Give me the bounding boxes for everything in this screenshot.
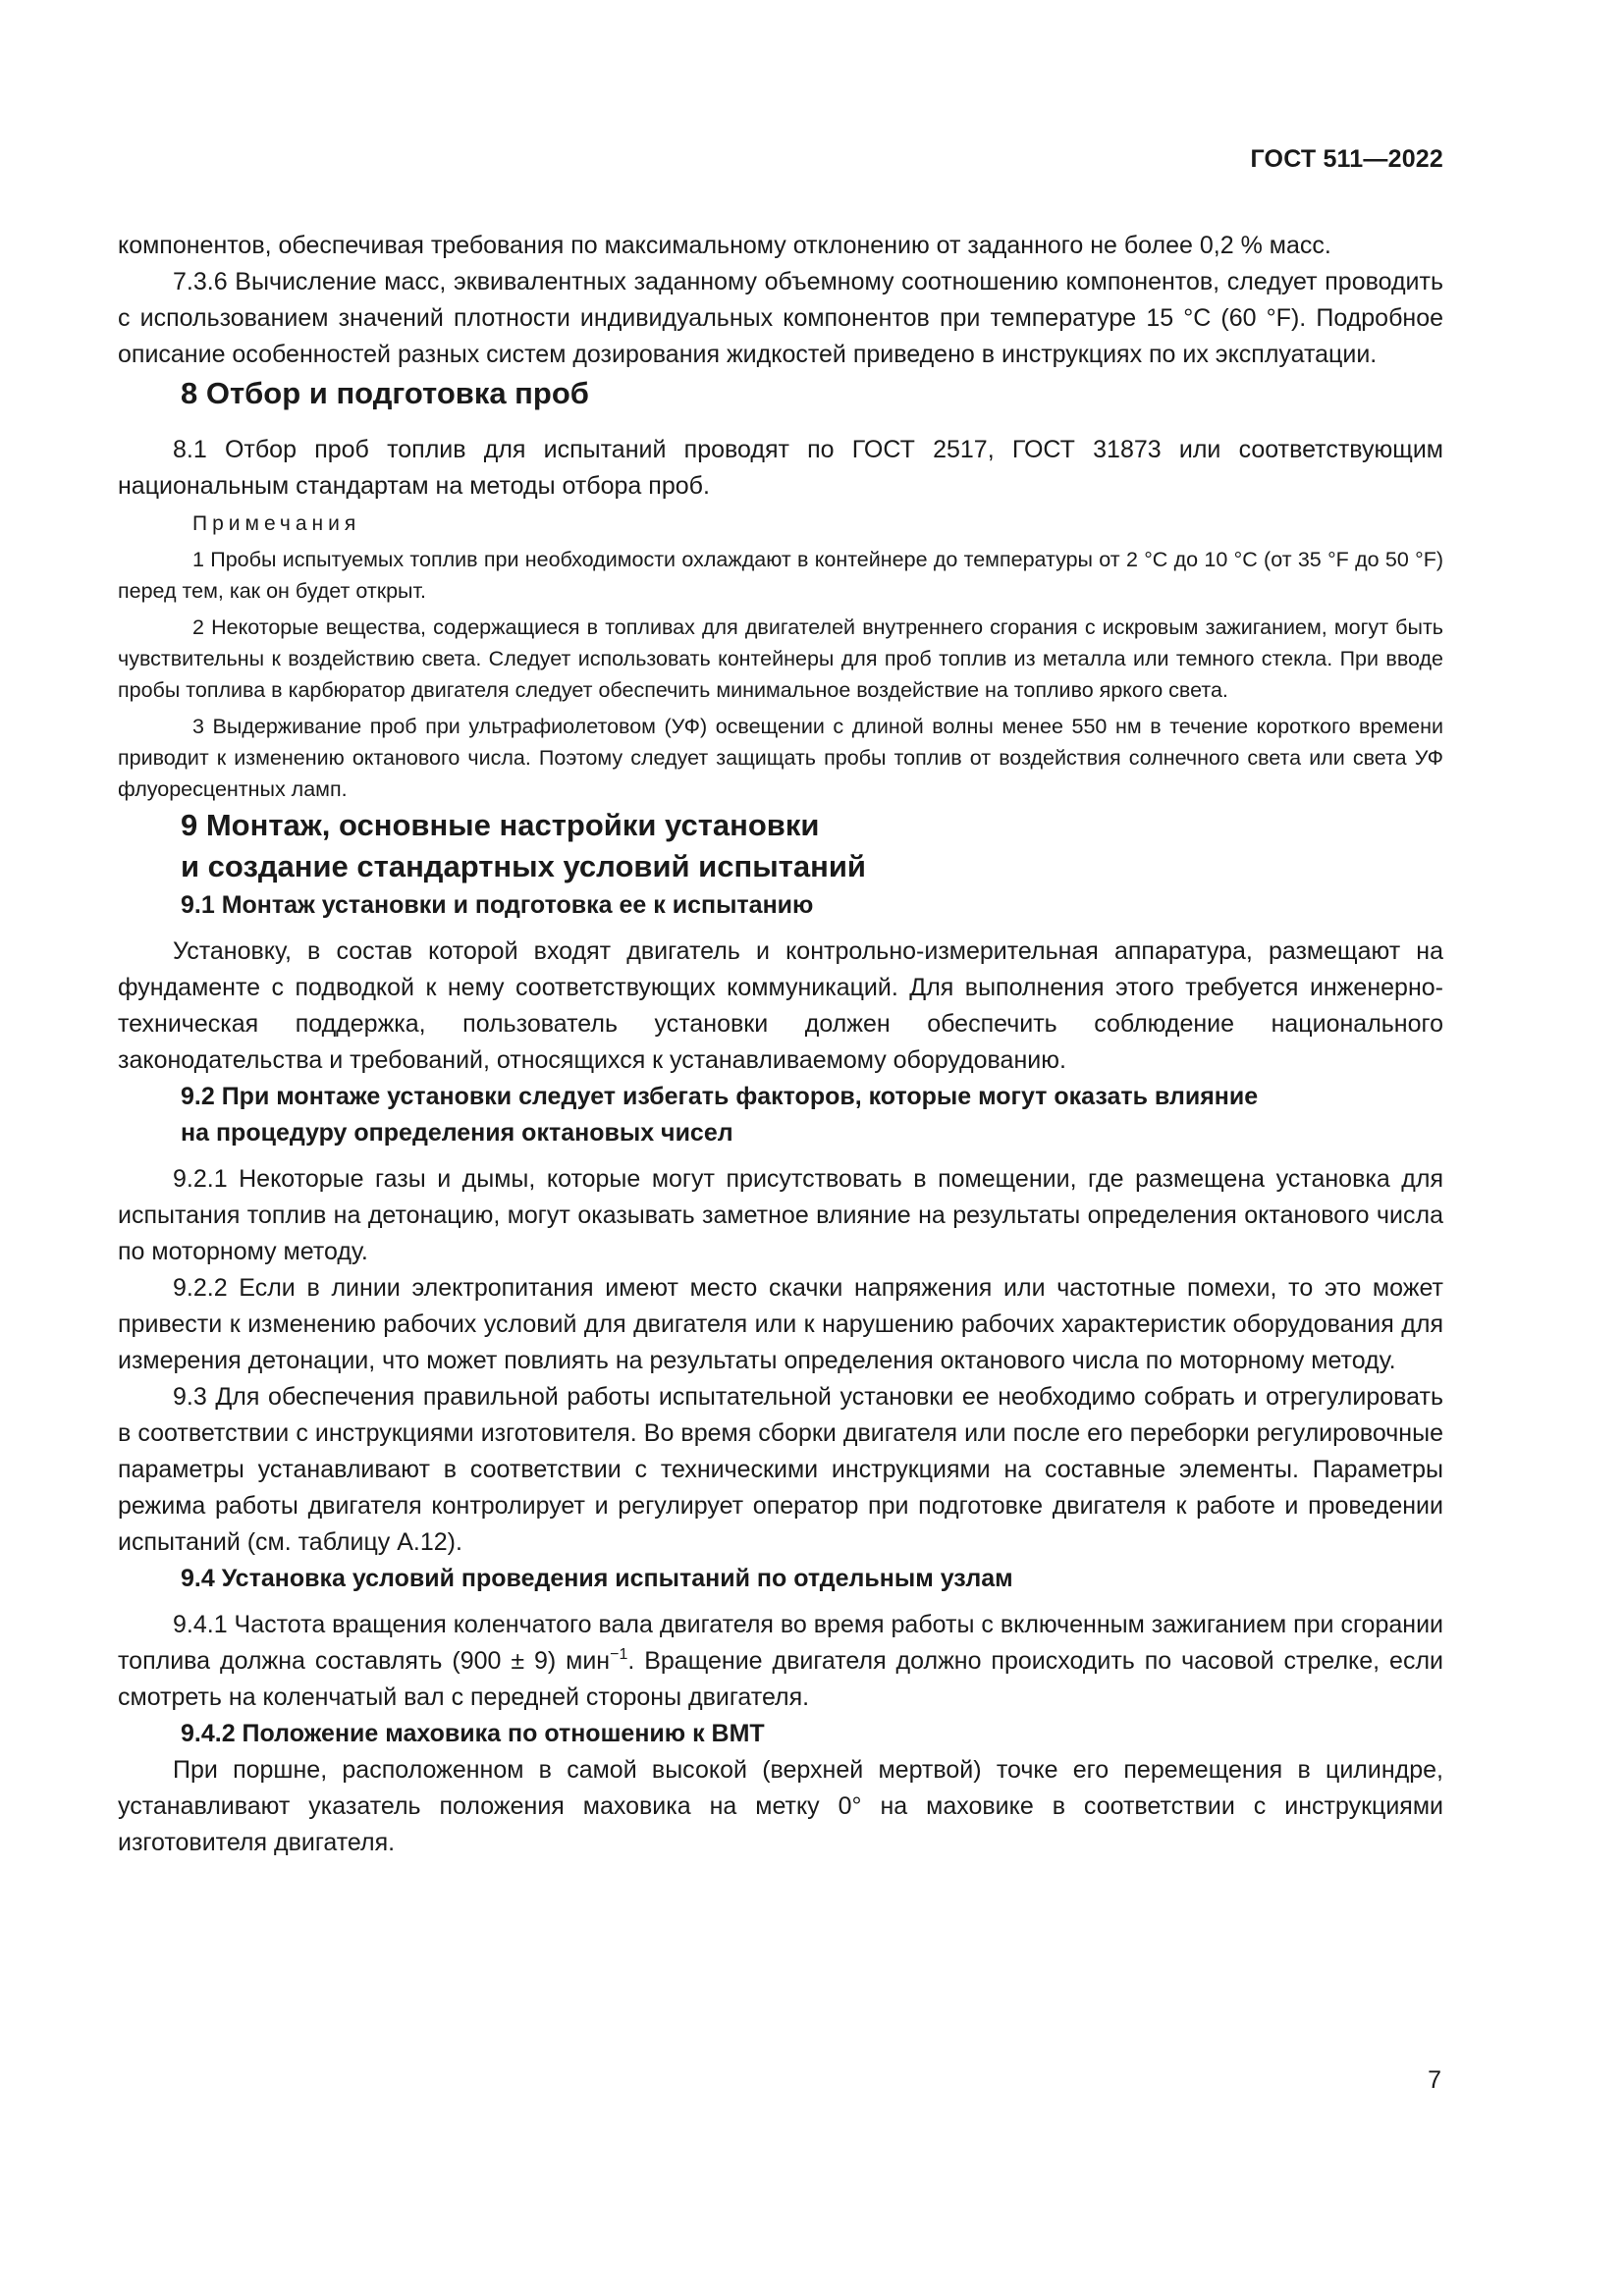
paragraph-9-4-1-part-a: 9.4.1 Частота вращения коленчатого вала двигателя во время работы с включенным зажиганием при сгорании топлива должна составлять (900 ± 9) мин [118,1611,1443,1675]
section-9-title-line2: и создание стандартных условий испытаний [181,849,866,883]
subsection-9-4-title: 9.4 Установка условий проведения испытаний по отдельным узлам [181,1565,1013,1592]
superscript-minus-one: −1 [610,1646,628,1663]
paragraph-9-1: Установку, в состав которой входят двигатель и контрольно-измерительная аппаратура, размещают на фундаменте с подводкой к нему соответствующих коммуникаций. Для выполнения этого требуется инженерно-техническая поддержка, пользователь установки должен обеспечить соблюдение национального законодательства и требований, относящихся к устанавливаемому оборудованию. [118,937,1443,1074]
note-3: 3 Выдерживание проб при ультрафиолетовом (УФ) освещении с длиной волны менее 550 нм в течение короткого времени приводит к изменению октанового числа. Поэтому следует защищать пробы топлив от воздействия солнечного света или света УФ флуоресцентных ламп. [118,715,1443,801]
page-content [118,228,1443,1861]
subsection-9-4-2-title: 9.4.2 Положение маховика по отношению к ВМТ [181,1720,765,1747]
paragraph-8-1: 8.1 Отбор проб топлив для испытаний проводят по ГОСТ 2517, ГОСТ 31873 или соответствующим национальным стандартам на методы отбора проб. [118,436,1443,500]
paragraph-continuation: компонентов, обеспечивая требования по максимальному отклонению от заданного не более 0,2 % масс. [118,232,1331,259]
notes-heading: Примечания [192,512,361,535]
paragraph-9-4-1 [118,1607,1443,1716]
subsection-9-1-title: 9.1 Монтаж установки и подготовка ее к испытанию [181,891,814,919]
paragraph-9-4-2: При поршне, расположенном в самой высокой (верхней мертвой) точке его перемещения в цилиндре, устанавливают указатель положения маховика на метку 0° на маховике в соответствии с инструкциями изготовителя двигателя. [118,1756,1443,1856]
paragraph-7-3-6: 7.3.6 Вычисление масс, эквивалентных заданному объемному соотношению компонентов, следует проводить с использованием значений плотности индивидуальных компонентов при температуре 15 °C (60 °F). Подробное описание особенностей разных систем дозирования жидкостей приведено в инструкциях по их эксплуатации. [118,268,1443,368]
section-9-title-line1: 9 Монтаж, основные настройки установки [181,808,820,842]
subsection-9-2-title-line1: 9.2 При монтаже установки следует избегать факторов, которые могут оказать влияние [181,1083,1259,1110]
paragraph-9-2-1: 9.2.1 Некоторые газы и дымы, которые могут присутствовать в помещении, где размещена установка для испытания топлив на детонацию, могут оказывать заметное влияние на результаты определения октанового числа по моторному методу. [118,1165,1443,1265]
note-2: 2 Некоторые вещества, содержащиеся в топливах для двигателей внутреннего сгорания с искровым зажиганием, могут быть чувствительны к воздействию света. Следует использовать контейнеры для проб топлив из металла или темного стекла. При вводе пробы топлива в карбюратор двигателя следует обеспечить минимальное воздействие на топливо яркого света. [118,615,1443,702]
page-number: 7 [1428,2066,1441,2094]
document-header: ГОСТ 511—2022 [1250,145,1443,173]
subsection-9-2-title [118,1079,1443,1151]
subsection-9-2-title-line2: на процедуру определения октановых чисел [181,1119,733,1147]
paragraph-9-3: 9.3 Для обеспечения правильной работы испытательной установки ее необходимо собрать и отрегулировать в соответствии с инструкциями изготовителя. Во время сборки двигателя или после его переборки регулировочные параметры устанавливают в соответствии с техническими инструкциями на составные элементы. Параметры режима работы двигателя контролирует и регулирует оператор при подготовке двигателя к работе и проведении испытаний (см. таблицу А.12). [118,1383,1443,1556]
paragraph-9-4-1-part-b: . Вращение двигателя должно происходить по часовой стрелке, если смотреть на коленчатый вал с передней стороны двигателя. [118,1647,1443,1711]
paragraph-9-2-2: 9.2.2 Если в линии электропитания имеют место скачки напряжения или частотные помехи, то это может привести к изменению рабочих условий для двигателя или к нарушению рабочих характеристик оборудования для измерения детонации, что может повлиять на результаты определения октанового числа по моторному методу. [118,1274,1443,1374]
section-8-title: 8 Отбор и подготовка проб [181,376,589,410]
note-1: 1 Пробы испытуемых топлив при необходимости охлаждают в контейнере до температуры от 2 °C до 10 °C (от 35 °F до 50 °F) перед тем, как он будет открыт. [118,548,1443,603]
section-9-title [118,805,1443,887]
